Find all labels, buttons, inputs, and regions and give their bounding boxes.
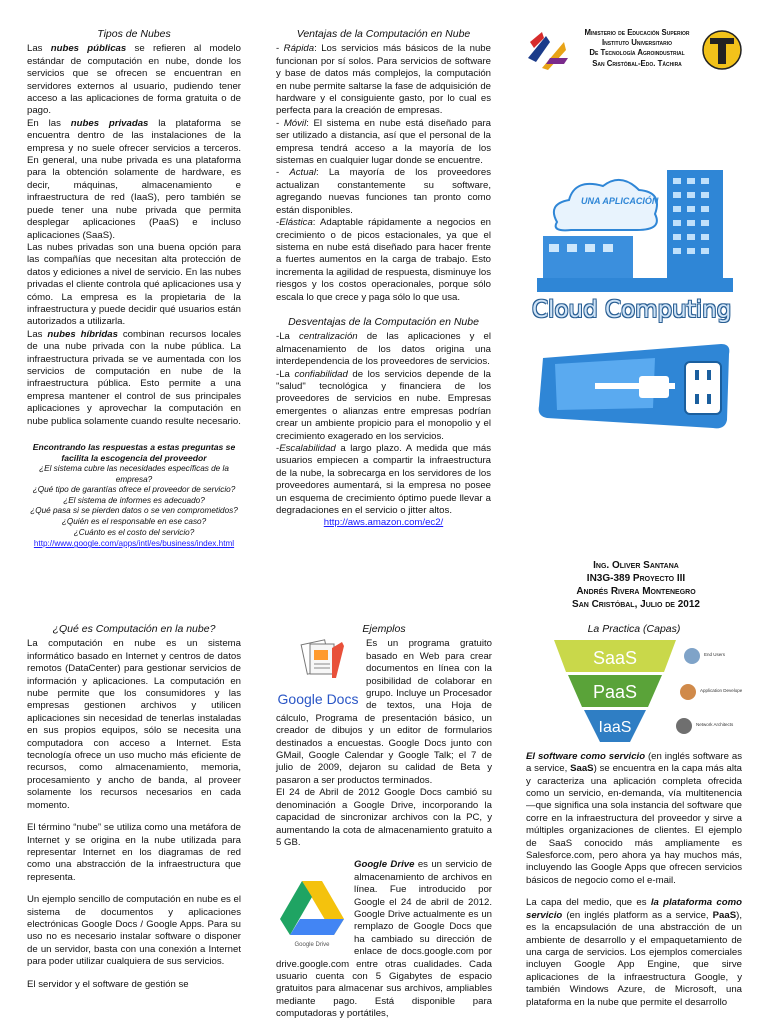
pregunta-item: ¿Cuánto es el costo del servicio?: [73, 527, 195, 537]
cover-logos: [524, 26, 744, 78]
tipos-paragraph-publicas: Las nubes públicas se refieren al modelo estándar de computación en nube, donde los servicios que se ofrecen se encuentran en servidores externos al usuario, pudiendo tener acceso a las aplicaciones de forma gratuita o de pago.: [27, 43, 241, 117]
ejemplos-paragraph: Es un programa gratuito basado en Web para crear documentos en línea con la posibilidad de colaborar en grupo. Incluye un Procesador de textos, una Hoja de cálculo, Programa de presentación básico, un creador de dibujos y un editor de formularios destinados a encuestas. Google Docs junto con GMail, Google Calendar y Google Talk; el 7 de julio de 2009, dejaron su calidad de Beta y pasaron a ser productos terminados.: [276, 638, 492, 786]
desventaja-centralizacion: -La centralización de las aplicaciones y el almacenamiento de los datos origina una interdependencia de los proveedores de servicios.: [276, 331, 491, 368]
que-es-paragraph: Un ejemplo sencillo de computación en nube es el sistema de documentos y aplicaciones electrónicas Google Docs / Google Apps. Para su uso no es necesario instalar software o disponer de un servidor, basta con una conexión a Internet para poder utilizar cualquiera de sus servicios.: [27, 894, 241, 968]
saas-paragraph: El software como servicio (en inglés software as a service, SaaS) se encuentra en la capa más alta y caracteriza una aplicación completa ofrecida como un servicio, en-demanda, vía multitenencia —que significa una sola instancia del software que corre en la infraestructura del proveedor y sirve a múltiples organizaciones de clientes. El ejemplo de SaaS conocido más ampliamente es Salesforce.com, pero ahora ya hay muchos más, incluyendo las Google Apps que ofrecen servicios básicos de negocio como el e-mail.: [526, 750, 742, 886]
que-es-paragraph: La computación en nube es un sistema informático basado en Internet y centros de datos remotos (DataCenter) para gestionar servicios de información y aplicaciones. La computación en nube permite que los consumidores y las empresas gestionen archivos y utilicen aplicaciones sin necesidad de tenerlas instaladas en sus propios equipos, sólo se necesita una computadora con acceso a Internet. Esta tecnología ofrece un uso mucho más eficiente de recursos, como almacenamiento, memoria, procesamiento y ancho de banda, al proveer solamente los recursos necesarios en cada momento.: [27, 638, 241, 811]
column-practica: [526, 623, 742, 1009]
que-es-paragraph: El servidor y el software de gestión se: [27, 978, 189, 990]
tipos-paragraph-hibridas: Las nubes híbridas combinan recursos locales de una nube privada con la nube pública. La infraestructura privada se ve aumentada con los servicios de computación en nube de la infraestructura pública. Esto permite a una empresa mantener el control de sus principales aplicaciones y aprovechar la computación en nube publica solamente cuando resulte necesario.: [27, 328, 242, 427]
layer-note: Network Architects: [696, 722, 734, 728]
ejemplos-paragraph: El 24 de Abril de 2012 Google Docs cambió su denominación a Google Drive, incorporando la capacidad de sincronizar archivos con la PC, y aumentando la cota de almacenamiento gratuito a 5 GB.: [276, 787, 492, 848]
pregunta-item: ¿Qué tipo de garantías ofrece el proveedor de servicio?: [32, 485, 236, 495]
ventaja-rapida: - Rápida: Los servicios más básicos de la nube funcionan por sí solos. Para servicios de software y base de datos más complejos, la computación en nube permite saltarse la fase de adquisición de hardware y el consiguiente gasto, por lo cual es perfecta para la creación de empresas.: [276, 43, 491, 117]
ministerio-line: Instituto Universitario: [601, 38, 673, 48]
que-es-paragraph: El término “nube” se utiliza como una metáfora de Internet y se origina en la nube utilizada para representar Internet en los diagramas de red como una abstracción de la infraestructura que representa.: [27, 822, 241, 883]
autor-line: San Cristóbal, Julio de 2012: [572, 599, 700, 610]
google-drive-logo-text: Google Drive: [294, 942, 330, 949]
google-drive-logo: [276, 877, 348, 955]
desventaja-escalabilidad: -Escalabilidad a largo plazo. A medida que más usuarios empiecen a compartir la infraestructura de la nube, la sobrecarga en los servidores de los proveedores aumentará, si la empresa no posee un esquema de crecimiento óptimo puede llevar a degradaciones en el servicio o jitter altos.: [276, 443, 491, 517]
google-drive-paragraph: Google Drive es un servicio de almacenamiento de archivos en línea. Fue introducido por Google el 24 de abril de 2012. Google Drive actualmente es un remplazo de Google Docs que ha cambiado su dirección de enlace de docs.google.com por drive.google.com entre otras cualidades. Cada usuario cuenta con 5 Gigabytes de espacio gratuitos para almacenar sus archivos, ampliables mediante pago. Está disponible para computadoras y portátiles,: [276, 859, 492, 1020]
pregunta-item: ¿Qué pasa si se pierden datos o se ven comprometidos?: [30, 506, 238, 516]
ministerio-line: De Tecnología Agroindustrial: [589, 48, 685, 58]
tipos-paragraph-opcion: Las nubes privadas son una buena opción para las compañías que necesitan alta protección de datos y ediciones a nivel de servicio. En las nubes privadas el cliente controla qué aplicaciones usa y cómo. La empresa es la propietaria de la infraestructura y puede decidir qué usuarios están autorizados a utilizarla.: [27, 241, 241, 328]
ventajas-title: Ventajas de la Computación en Nube: [296, 28, 471, 40]
paas-paragraph: La capa del medio, que es la plataforma como servicio (en inglés platform as a service, PaaS), es la encapsulación de una abstracción de un ambiente de desarrollo y el empaquetamiento de una carga de servicios. Los ejemplos comerciales incluyen Google App Engine, que sirve aplicaciones de la infraestructura Google, y también Windows Azure, de Microsoft, una plataforma en la nube que permite el desarrollo: [526, 897, 742, 1008]
ventaja-actual: - Actual: La mayoría de los proveedores actualizan constantemente su software, agregando nuevas funciones tan pronto como están disponibles.: [276, 167, 491, 216]
pregunta-item: ¿El sistema cubre las necesidades específicas de la empresa?: [39, 464, 229, 484]
layer-saas-label: SaaS: [592, 648, 638, 669]
practica-title: La Practica (Capas): [587, 623, 681, 635]
layer-note: End Users: [704, 652, 726, 658]
cloud-image-label: UNA APLICACIÓN: [581, 196, 659, 206]
ventaja-elastica: -Elástica: Adaptable rápidamente a negocios en crecimiento o de picos estacionales, ya que el sistema en nube está diseñado para hacer frente a fuertes aumentos en la carga de trabajo. Esto incrementa la agilidad de respuesta, disminuye los riesgos y los costos operacionales, porque sólo escala lo que crece y paga sólo lo que usa.: [276, 217, 491, 303]
layer-paas-label: PaaS: [592, 682, 638, 703]
desventaja-confiabilidad: -La confiabilidad de los servicios depende de la "salud" tecnológica y financiera de los proveedores de servicios en nube. Empresas emergentes o alianzas entre empresas podrían crear un ambiente propicio para el monopolio y el crecimiento exagerado en los servicios.: [276, 368, 491, 442]
aws-link[interactable]: http://aws.amazon.com/ec2/: [323, 517, 444, 529]
column-ejemplos: [276, 623, 492, 1021]
power-plug-image: [535, 338, 735, 434]
pregunta-item: ¿El sistema de informes es adecuado?: [63, 495, 205, 505]
column-ventajas: [276, 28, 491, 530]
ventaja-movil: - Móvil: El sistema en nube está diseñado para ser utilizado a distancia, así que el personal de la empresa tendrá acceso a la mayoría de los sistemas en cualquier lugar donde se encuentre.: [276, 117, 491, 167]
preguntas-title: Encontrando las respuestas a estas preguntas se facilita la escogencia del proveedor: [32, 442, 236, 463]
autor-line: IN3G-389 Proyecto III: [586, 573, 686, 584]
ministerio-line: Ministerio de Educación Superior: [584, 28, 690, 37]
cloud-computing-title: Cloud Computing: [532, 297, 732, 323]
column-que-es: [27, 623, 241, 991]
cloud-city-image: [537, 164, 733, 292]
ministerio-line: San Cristóbal-Edo. Táchira: [592, 58, 682, 68]
cloud-layers-diagram: [526, 638, 742, 746]
google-docs-icon: [280, 638, 360, 688]
autor-line: Ing. Oliver Santana: [593, 560, 679, 571]
desventajas-title: Desventajas de la Computación en Nube: [288, 315, 479, 328]
autores-block: [540, 559, 732, 611]
google-docs-logo-text: Google Docs: [277, 691, 359, 708]
column-tipos: [27, 28, 241, 551]
google-docs-logo: [276, 638, 360, 712]
ministerio-logo-icon: [524, 28, 570, 74]
tipos-paragraph-privadas: En las nubes privadas la plataforma se encuentra dentro de las instalaciones de la empresa y no suele ofrecer servicios a terceros. En general, una nube privada es una plataforma para la obtención solamente de hardware, es decir, máquinas, almacenamiento e infraestructura de red (IaaS), pero también se puede tener una nube privada que permita desplegar aplicaciones (PaaS) e incluso aplicaciones (SaaS).: [27, 117, 241, 241]
layer-note: Application Developers: [700, 688, 742, 694]
pregunta-item: ¿Quién es el responsable en ese caso?: [61, 516, 207, 526]
layer-iaas-label: IaaS: [598, 719, 632, 737]
tipos-title: Tipos de Nubes: [97, 28, 171, 40]
ejemplos-title: Ejemplos: [362, 623, 406, 635]
iutai-logo-icon: [702, 28, 742, 72]
google-apps-link[interactable]: http://www.google.com/apps/intl/es/business/index.html: [33, 539, 235, 549]
google-drive-icon: [278, 877, 346, 937]
autor-line: Andrés Rivera Montenegro: [576, 586, 696, 597]
que-es-title: ¿Qué es Computación en la nube?: [52, 623, 216, 635]
